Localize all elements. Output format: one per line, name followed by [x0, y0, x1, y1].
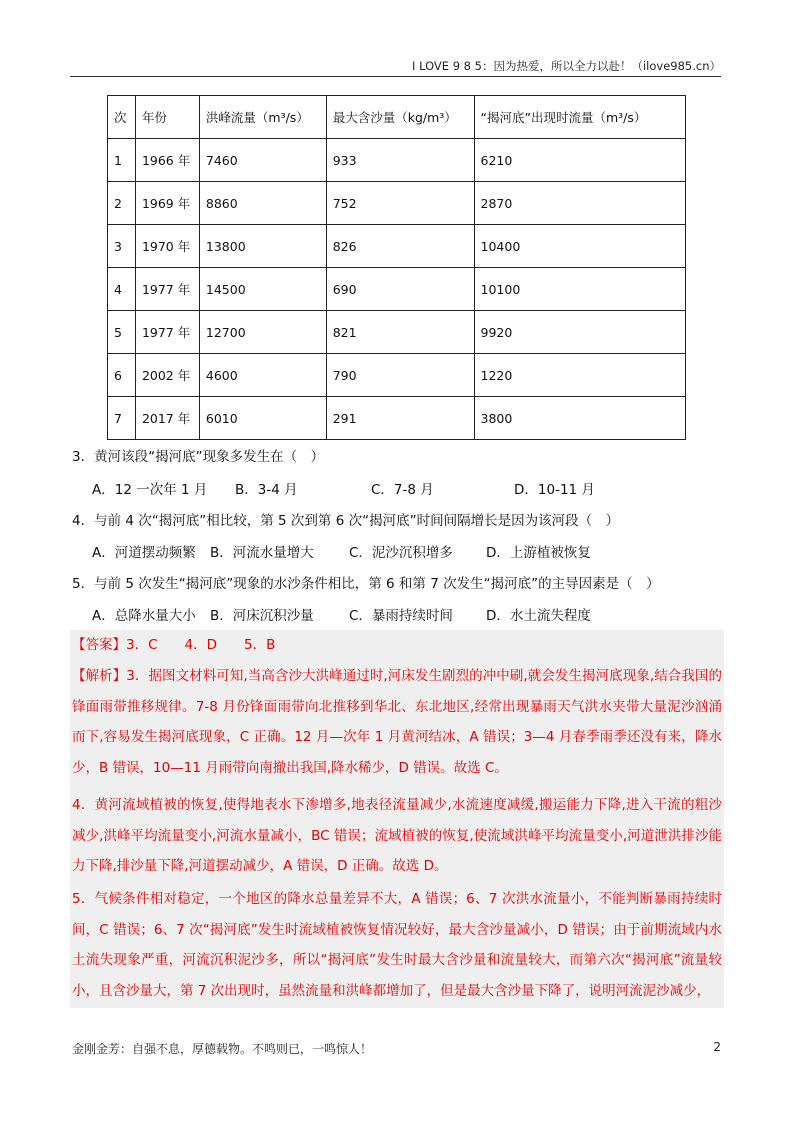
table-cell: 291: [326, 397, 474, 440]
table-cell: 13800: [199, 225, 326, 268]
option-b: B．河床沉积沙量: [210, 608, 314, 624]
table-header-cell: 年份: [135, 96, 199, 139]
question-5-options: [92, 604, 591, 624]
table-cell: 10400: [474, 225, 685, 268]
table-cell: 1220: [474, 354, 685, 397]
table-row: [108, 354, 686, 397]
table-cell: 7: [108, 397, 136, 440]
flood-data-table: [107, 95, 686, 440]
analysis-q4: 4．黄河流域植被的恢复,使得地表水下渗增多,地表径流量减少,水流速度减缓,搬运能力下降,进入干流的粗沙减少,洪峰平均流量变小,河流水量减小，BC 错误；流域植被的恢复,使流域洪峰平均流量变小,河道泄洪排沙能力下降,排沙量下降,河道摆动减少，A 错误，D 正确。故选 D。: [72, 797, 722, 874]
table-cell: 4: [108, 268, 136, 311]
table-cell: 4600: [199, 354, 326, 397]
question-4-options: [92, 541, 591, 561]
table-cell: 1969 年: [135, 182, 199, 225]
question-4-stem: 4．与前 4 次“揭河底”相比较，第 5 次到第 6 次“揭河底”时间间隔增长是因为该河段（ ）: [72, 513, 620, 529]
table-cell: 3800: [474, 397, 685, 440]
option-a: A．总降水量大小: [92, 608, 196, 624]
table-cell: 6: [108, 354, 136, 397]
header-divider: [70, 76, 721, 77]
table-row: [108, 225, 686, 268]
option-a: A．河道摆动频繁: [92, 545, 196, 561]
question-3-stem: 3．黄河该段“揭河底”现象多发生在（ ）: [72, 449, 325, 465]
table-cell: 6210: [474, 139, 685, 182]
table-cell: 10100: [474, 268, 685, 311]
page-number: 2: [713, 1040, 721, 1054]
option-b: B．3-4 月: [235, 482, 298, 498]
table-header-cell: 次: [108, 96, 136, 139]
table-cell: 1977 年: [135, 268, 199, 311]
analysis-q5: 5．气候条件相对稳定，一个地区的降水总量差异不大，A 错误；6、7 次洪水流量小，不能判断暴雨持续时间，C 错误；6、7 次“揭河底”发生时流域植被恢复情况较好，最大含沙量减小，D 错误；由于前期流域内水土流失现象严重，河流沉积泥沙多，所以“揭河底”发生时最大含沙量和流量较大，而第六次“揭河底”流量较小，且含沙量大，第 7 次出现时，虽然流量和洪峰都增加了，但是最大含沙量下降了，说明河流泥沙减少，: [72, 891, 722, 999]
answer-line: 【答案】3．C 4．D 5．B: [72, 637, 276, 653]
table-cell: 2: [108, 182, 136, 225]
table-cell: 1: [108, 139, 136, 182]
table-cell: 2870: [474, 182, 685, 225]
table-header-cell: 最大含沙量（kg/m³）: [326, 96, 474, 139]
table-cell: 12700: [199, 311, 326, 354]
table-cell: 2002 年: [135, 354, 199, 397]
option-c: C．7-8 月: [371, 482, 434, 498]
table-cell: 2017 年: [135, 397, 199, 440]
table-header-cell: 洪峰流量（m³/s）: [199, 96, 326, 139]
analysis-q3: 【解析】3．据图文材料可知,当高含沙大洪峰通过时,河床发生剧烈的冲中刷,就会发生揭河底现象,结合我国的锋面雨带推移规律。7-8 月份锋面雨带向北推移到华北、东北地区,经常出现暴雨天气洪水夹带大量泥沙汹涌而下,容易发生揭河底现象，C 正确。12 月—次年 1 月黄河结冰，A 错误；3—4 月春季雨季还没有来，降水少，B 错误，10—11 月雨带向南撤出我国,降水稀少，D 错误。故选 C。: [72, 668, 722, 776]
option-d: D．上游植被恢复: [486, 545, 591, 561]
table-header-cell: “揭河底”出现时流量（m³/s）: [474, 96, 685, 139]
question-5-stem: 5．与前 5 次发生“揭河底”现象的水沙条件相比，第 6 和第 7 次发生“揭河底”的主导因素是（ ）: [72, 576, 660, 592]
table-cell: 1970 年: [135, 225, 199, 268]
table-cell: 690: [326, 268, 474, 311]
table-cell: 7460: [199, 139, 326, 182]
table-cell: 5: [108, 311, 136, 354]
table-cell: 14500: [199, 268, 326, 311]
table-cell: 790: [326, 354, 474, 397]
option-c: C．泥沙沉积增多: [349, 545, 453, 561]
table-header-row: [108, 96, 686, 139]
table-cell: 1966 年: [135, 139, 199, 182]
table-cell: 1977 年: [135, 311, 199, 354]
table-row: [108, 397, 686, 440]
option-d: D．水土流失程度: [486, 608, 591, 624]
table-cell: 826: [326, 225, 474, 268]
table-cell: 933: [326, 139, 474, 182]
option-a: A．12 一次年 1 月: [92, 482, 208, 498]
option-b: B．河流水量增大: [210, 545, 314, 561]
option-d: D．10-11 月: [514, 482, 595, 498]
table-row: [108, 139, 686, 182]
option-c: C．暴雨持续时间: [349, 608, 453, 624]
page-header: I LOVE 9 8 5：因为热爱，所以全力以赴！（ilove985.cn）: [412, 59, 721, 73]
table-cell: 3: [108, 225, 136, 268]
footer-motto: 金刚金芳：自强不息，厚德载物。不鸣则已，一鸣惊人！: [72, 1042, 373, 1056]
table-row: [108, 311, 686, 354]
table-row: [108, 182, 686, 225]
table-cell: 9920: [474, 311, 685, 354]
table-cell: 6010: [199, 397, 326, 440]
table-cell: 8860: [199, 182, 326, 225]
table-cell: 821: [326, 311, 474, 354]
table-cell: 752: [326, 182, 474, 225]
table-row: [108, 268, 686, 311]
question-3-options: [92, 478, 595, 498]
